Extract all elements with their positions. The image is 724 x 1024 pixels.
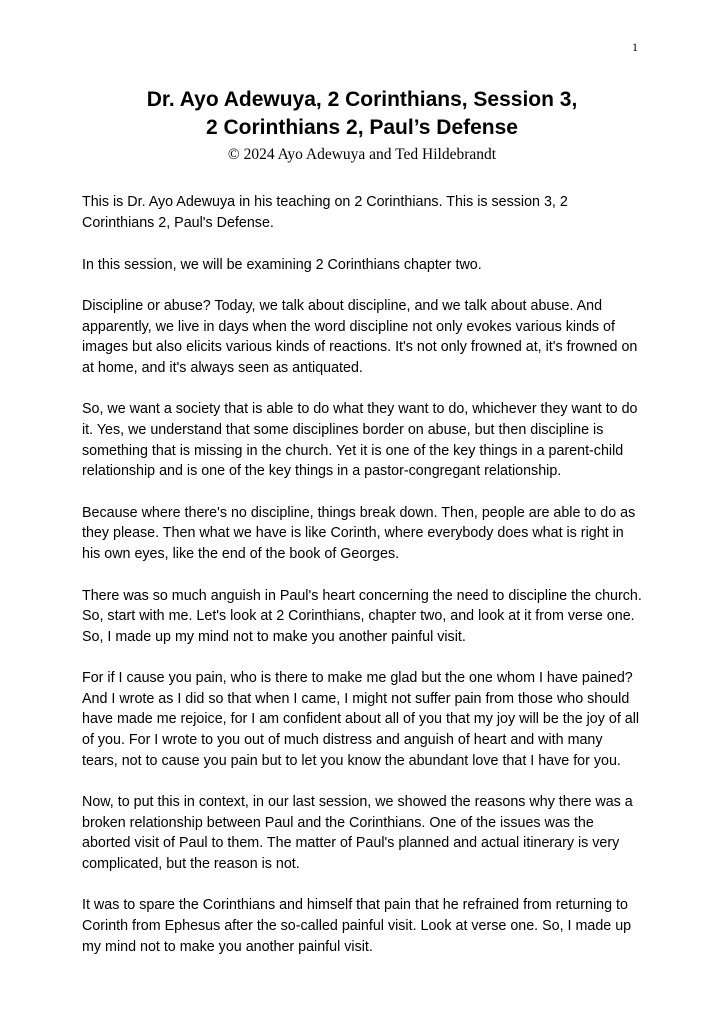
- paragraph: There was so much anguish in Paul's heart concerning the need to discipline the church. So, start with me. Let's look at 2 Corinthians, chapter two, and look at it from verse one. So, I made up my mind not to make you another painful visit.: [82, 587, 642, 645]
- copyright-line: © 2024 Ayo Adewuya and Ted Hildebrandt: [227, 146, 497, 164]
- title-line-2: 2 Corinthians 2, Paul’s Defense: [206, 115, 518, 139]
- paragraph: So, we want a society that is able to do what they want to do, whichever they want to do it. Yes, we understand that some disciplines border on abuse, but then discipline is something that is missing in the church. Yet it is one of the key things in a parent-child relationship and is one of the key things in a pastor-congregant relationship.: [82, 401, 638, 480]
- paragraph: Because where there's no discipline, things break down. Then, people are able to do as they please. Then what we have is like Corinth, where everybody does what is right in his own eyes, like the end of the book of Georges.: [82, 504, 636, 562]
- document-title: [0, 86, 724, 141]
- paragraph: In this session, we will be examining 2 Corinthians chapter two.: [82, 256, 482, 273]
- paragraph: It was to spare the Corinthians and himself that pain that he refrained from returning to Corinth from Ephesus after the so-called painful visit. Look at verse one. So, I made up my mind not to make you another painful visit.: [82, 897, 632, 955]
- document-header: [0, 86, 724, 164]
- paragraph: This is Dr. Ayo Adewuya in his teaching on 2 Corinthians. This is session 3, 2 Corinthians 2, Paul's Defense.: [82, 194, 568, 232]
- page-number: 1: [632, 40, 638, 54]
- document-body: [82, 192, 642, 957]
- title-line-1: Dr. Ayo Adewuya, 2 Corinthians, Session 3,: [146, 88, 578, 111]
- paragraph: Discipline or abuse? Today, we talk about discipline, and we talk about abuse. And apparently, we live in days when the word discipline not only evokes various kinds of images but also elicits various kinds of reactions. It's not only frowned at, it's frowned on at home, and it's always seen as antiquated.: [82, 298, 638, 376]
- paragraph: Now, to put this in context, in our last session, we showed the reasons why there was a broken relationship between Paul and the Corinthians. One of the issues was the aborted visit of Paul to them. The matter of Paul's planned and actual itinerary is very complicated, but the reason is not.: [82, 794, 633, 872]
- paragraph: For if I cause you pain, who is there to make me glad but the one whom I have pained? And I wrote as I did so that when I came, I might not suffer pain from those who should have made me rejoice, for I am confident about all of you that my joy will be the joy of all of you. For I wrote to you out of much distress and anguish of heart and with many tears, not to cause you pain but to let you know the abundant love that I have for you.: [82, 670, 640, 769]
